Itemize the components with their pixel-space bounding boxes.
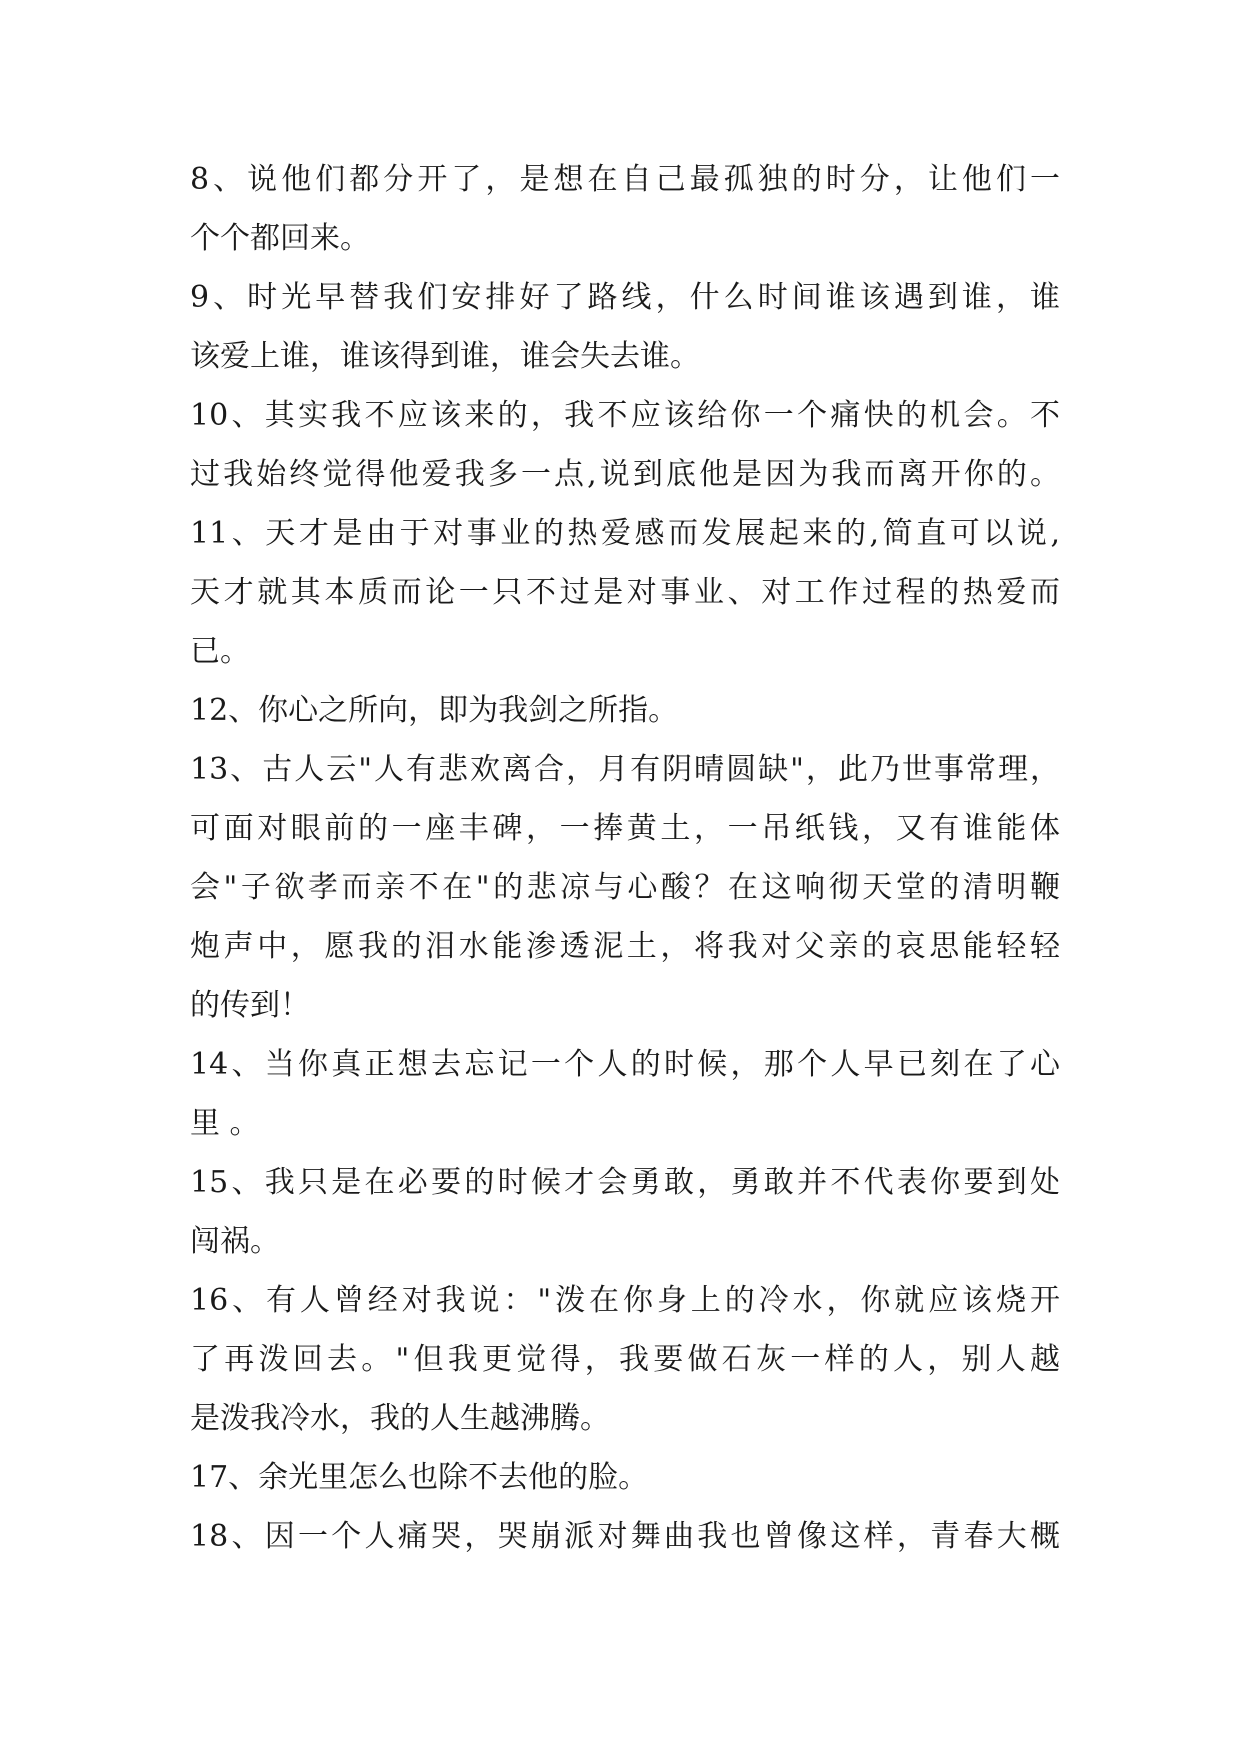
text-line: 闯祸。: [190, 1224, 280, 1259]
text-line: 该爱上谁，谁该得到谁，谁会失去谁。: [190, 339, 700, 374]
text-line: 的传到！: [190, 988, 310, 1023]
text-line: 13、古人云"人有悲欢离合，月有阴晴圆缺"，此乃世事常理，: [190, 752, 1060, 787]
text-line: 里 。: [190, 1106, 260, 1141]
text-line: 14、当你真正想去忘记一个人的时候，那个人早已刻在了心: [190, 1047, 1060, 1082]
text-line: 18、因一个人痛哭，哭崩派对舞曲我也曾像这样，青春大概: [190, 1519, 1060, 1554]
text-line: 17、余光里怎么也除不去他的脸。: [190, 1460, 649, 1495]
text-line: 个个都回来。: [190, 221, 370, 256]
text-line: 炮声中，愿我的泪水能渗透泥土，将我对父亲的哀思能轻轻: [190, 929, 1060, 964]
text-line: 11、天才是由于对事业的热爱感而发展起来的,简直可以说,: [190, 516, 1060, 551]
text-line: 已。: [190, 634, 250, 669]
text-line: 天才就其本质而论一只不过是对事业、对工作过程的热爱而: [190, 575, 1060, 610]
text-line: 是泼我冷水，我的人生越沸腾。: [190, 1401, 610, 1436]
text-line: 16、有人曾经对我说："泼在你身上的冷水，你就应该烧开: [190, 1283, 1060, 1318]
text-line: 过我始终觉得他爱我多一点,说到底他是因为我而离开你的。: [190, 457, 1060, 492]
text-line: 可面对眼前的一座丰碑，一捧黄土，一吊纸钱，又有谁能体: [190, 811, 1060, 846]
text-line: 12、你心之所向，即为我剑之所指。: [190, 693, 679, 728]
text-line: 9、时光早替我们安排好了路线，什么时间谁该遇到谁，谁: [190, 280, 1060, 315]
text-line: 15、我只是在必要的时候才会勇敢，勇敢并不代表你要到处: [190, 1165, 1060, 1200]
text-line: 8、说他们都分开了，是想在自己最孤独的时分，让他们一: [190, 162, 1060, 197]
text-line: 了再泼回去。"但我更觉得，我要做石灰一样的人，别人越: [190, 1342, 1060, 1377]
text-line: 会"子欲孝而亲不在"的悲凉与心酸？在这响彻天堂的清明鞭: [190, 870, 1060, 905]
text-line: 10、其实我不应该来的，我不应该给你一个痛快的机会。不: [190, 398, 1060, 433]
document-body: [190, 150, 1060, 1566]
